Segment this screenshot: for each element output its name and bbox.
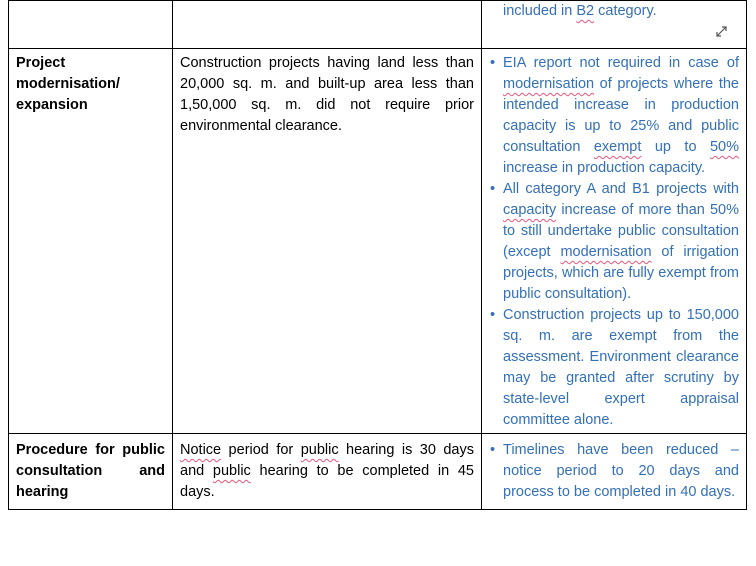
row2-old-cell: [173, 434, 482, 510]
row0-text-post: category.: [594, 3, 657, 19]
comparison-table: [8, 0, 747, 510]
spell-flag-word: public: [300, 442, 339, 458]
text-run: hearing to be completed in 45 days.: [180, 463, 475, 500]
text-run: of irrigation projects, which are fully exempt from public consultation).: [503, 244, 739, 302]
spell-flag-word: 50%: [709, 139, 739, 155]
row2-heading: Procedure for public consultation and hearing: [16, 442, 165, 500]
table-row: [9, 1, 747, 49]
row0-old-cell: [173, 1, 482, 49]
text-run: All category A and B1 projects with: [503, 181, 739, 197]
row1-heading-cell: [9, 49, 173, 434]
text-run: hearing is 30 days and: [180, 442, 474, 479]
spell-flag-word: Notice: [180, 442, 222, 458]
spell-flag-word: modernisation: [503, 76, 595, 92]
row2-new-rules-list: [489, 440, 739, 503]
row1-new-cell: [482, 49, 747, 434]
row2-new-cell: [482, 434, 747, 510]
row0-heading-cell: [9, 1, 173, 49]
spell-flag-word: modernisation: [560, 244, 652, 260]
row0-text-pre: included in: [503, 3, 577, 19]
text-run: of projects where the intended increase in production capacity is up to 25% and public consultation: [503, 76, 739, 155]
expand-diagonal-icon[interactable]: [715, 25, 728, 38]
text-run: EIA report not required in case of: [503, 55, 739, 71]
row0-new-cell: [482, 1, 747, 49]
row1-new-rules-list: [489, 53, 739, 431]
row2-heading-cell: [9, 434, 173, 510]
row1-old-rule: Construction projects having land less than 20,000 sq. m. and built-up area less than 1,50,000 sq. m. did not require prior environmental clearance.: [180, 55, 474, 134]
spell-flag-word: capacity: [503, 202, 557, 218]
table-row: [9, 434, 747, 510]
table-row: [9, 49, 747, 434]
text-run: increase in production capacity.: [503, 160, 706, 176]
row1-heading: Project modernisation/ expansion: [16, 55, 120, 113]
list-item: [489, 179, 739, 305]
row1-old-cell: [173, 49, 482, 434]
list-item: • Timelines have been reduced – notice period to 20 days and process to be completed in 40 days.: [489, 440, 739, 503]
list-item: [489, 53, 739, 179]
text-run: up to: [641, 139, 710, 155]
list-item: • Construction projects up to 150,000 sq. m. are exempt from the assessment. Environment clearance may be granted after scrutiny by state-level expert appraisal committee alone.: [489, 305, 739, 431]
text-run: period for: [221, 442, 301, 458]
spell-flag-word: B2: [576, 3, 595, 19]
spell-flag-word: exempt: [593, 139, 642, 155]
spell-flag-word: public: [212, 463, 251, 479]
text-run: increase of more than 50% to still undertake public consultation (except: [503, 202, 739, 260]
